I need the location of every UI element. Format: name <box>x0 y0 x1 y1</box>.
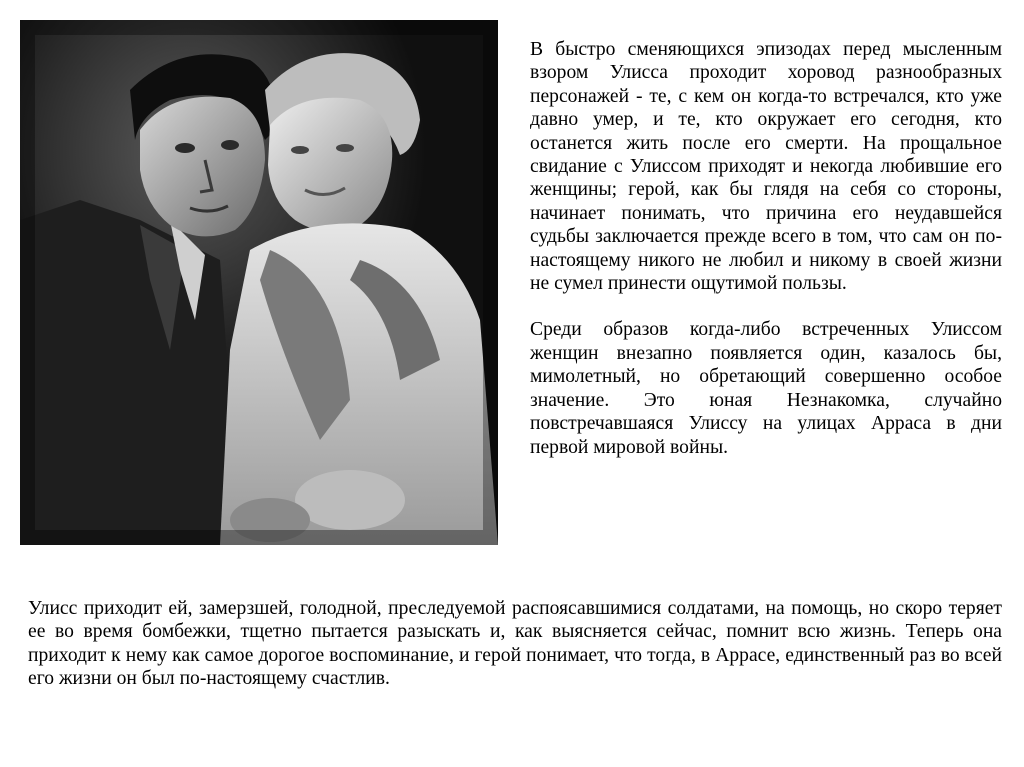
film-still-photo <box>20 20 498 545</box>
paragraph-1: В быстро сменяющихся эпизодах перед мысленным взором Улисса проходит хоровод разнообразных персонажей - те, с кем он когда-то встречался, кто уже давно умер, и те, кто окружает его сегодня, кто останется жить после его смерти. На прощальное свидание с Улиссом приходят и некогда любившие его женщины; герой, как бы глядя на себя со стороны, начинает понимать, что причина его неудавшейся судьбы заключается прежде всего в том, что сам он по-настоящему никого не любил и никому в своей жизни не сумел принести ощутимой пользы. <box>530 39 1002 295</box>
paragraph-2: Среди образов когда-либо встреченных Улиссом женщин внезапно появляется один, казалось бы, мимолетный, но обретающий совершенно особое значение. Это юная Незнакомка, случайно повстречавшаяся Улиссу на улицах Арраса в дни первой мировой войны. <box>530 319 1002 458</box>
right-text-column <box>530 38 1002 459</box>
paragraph-3: Улисс приходит ей, замерзшей, голодной, преследуемой распоясавшимися солдатами, на помощь, но скоро теряет ее во время бомбежки, тщетно пытается разыскать и, как выясняется сейчас, помнит всю жизнь. Теперь она приходит к нему как самое дорогое воспоминание, и герой понимает, что тогда, в Аррасе, единственный раз во всей его жизни он был по-настоящему счастлив. <box>28 598 1002 690</box>
